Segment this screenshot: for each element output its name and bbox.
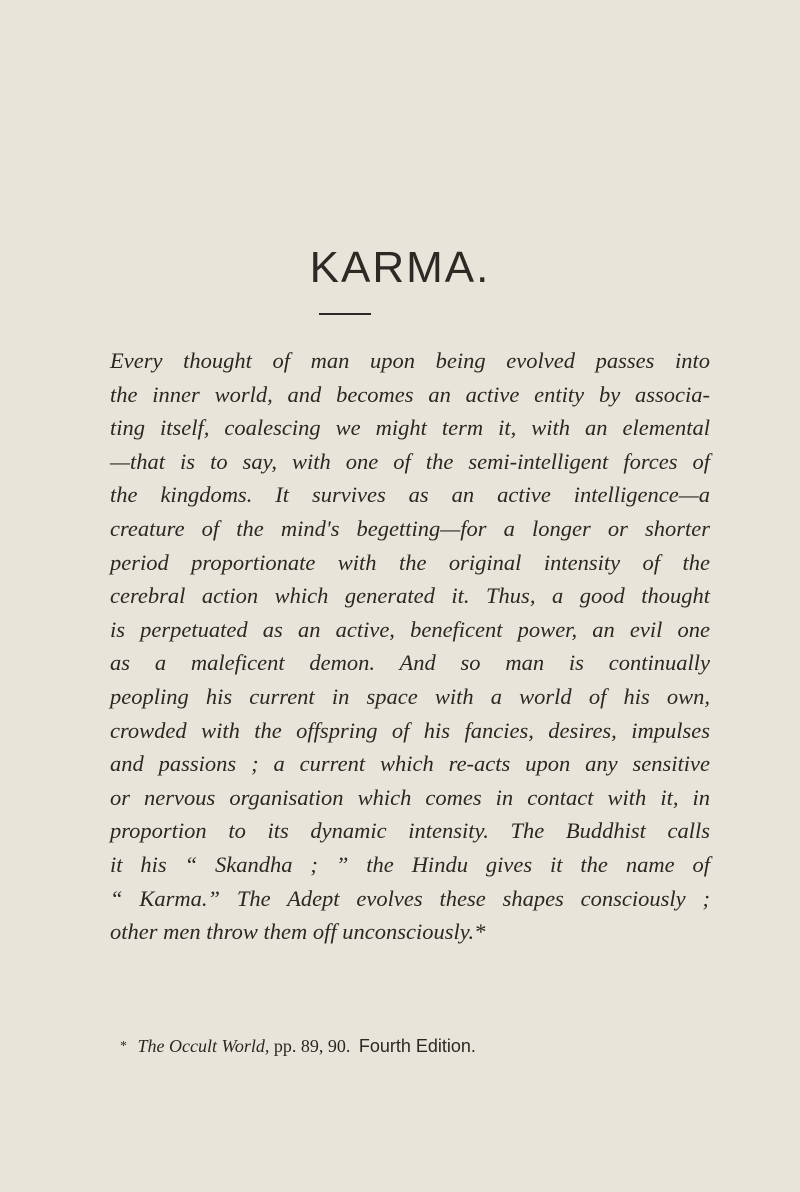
text-line: creature of the mind's begetting—for a longer or shorter xyxy=(110,515,710,541)
text-line: other men throw them off unconsciously.* xyxy=(110,919,486,945)
text-line: and passions ; a current which re-acts upon any sensitive xyxy=(110,751,710,777)
chapter-title: KARMA. xyxy=(309,243,491,292)
text-line: crowded with the offspring of his fancies, desires, impulses xyxy=(110,717,710,743)
text-line: the inner world, and becomes an active entity by associa- xyxy=(110,381,710,407)
text-line: period proportionate with the original intensity of the xyxy=(110,549,710,575)
text-line: it his “ Skandha ; ” the Hindu gives it the name of xyxy=(110,851,710,877)
text-line: ting itself, coalescing we might term it, with an elemental xyxy=(110,415,710,441)
footnote-edition: Fourth Edition. xyxy=(358,1036,476,1056)
text-line: the kingdoms. It survives as an active intelligence—a xyxy=(110,482,710,508)
text-line: is perpetuated as an active, beneficent power, an evil one xyxy=(110,616,710,642)
footnote xyxy=(120,1036,476,1057)
text-line: as a maleficent demon. And so man is continually xyxy=(110,650,710,676)
body-paragraph xyxy=(110,344,710,949)
text-line: or nervous organisation which comes in contact with it, in xyxy=(110,784,710,810)
text-line: cerebral action which generated it. Thus, a good thought xyxy=(110,583,710,609)
footnote-source: The Occult World, xyxy=(137,1036,270,1056)
title-rule xyxy=(319,313,371,315)
footnote-pages: pp. 89, 90. xyxy=(273,1036,351,1056)
text-line: “ Karma.” The Adept evolves these shapes consciously ; xyxy=(110,885,710,911)
footnote-mark: * xyxy=(120,1039,127,1054)
text-line: —that is to say, with one of the semi-intelligent forces of xyxy=(110,448,710,474)
text-line: proportion to its dynamic intensity. The Buddhist calls xyxy=(110,818,710,844)
text-line: peopling his current in space with a world of his own, xyxy=(110,683,710,709)
text-line: Every thought of man upon being evolved passes into xyxy=(110,348,710,373)
